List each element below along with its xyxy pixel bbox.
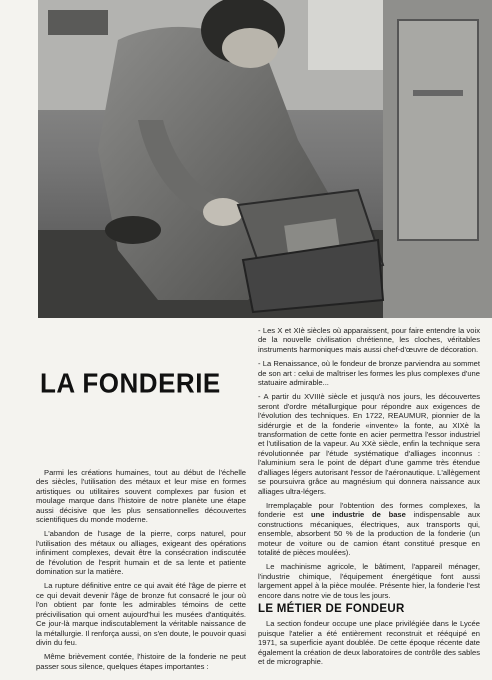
left-paragraph: Même brièvement contée, l'histoire de la fonderie ne peut passer sous silence, quelques étapes importantes : — [36, 652, 246, 671]
right-column — [258, 326, 480, 671]
left-paragraph: La rupture définitive entre ce qui avait été l'âge de pierre et ce qui devait devenir l'âge de bronze fut consacré le jour où l'on obtient par fonte les admirables témoins de cette précivilisation qui ornent aujourd'hui les musées d'antiquités. Ce jour-là marque indiscutablement la véritable naissance de la métallurgie. Il renforça aussi, on s'en doute, le pouvoir quasi divin du feu. — [36, 581, 246, 647]
left-paragraph: Parmi les créations humaines, tout au début de l'échelle des siècles, l'utilisation des métaux et leur mise en formes artistiques ou utilitaires souvent complexes par fusion et moulage marque dans l'histoire de notre planète une étape aussi décisive que les plus sensationnelles découvertes scientifiques du monde moderne. — [36, 468, 246, 525]
right-paragraph: - La Renaissance, où le fondeur de bronze parviendra au sommet de son art : celui de maîtriser les formes les plus complexes d'une statuaire admirable... — [258, 359, 480, 388]
right-paragraph: - A partir du XVIIIè siècle et jusqu'à nos jours, les découvertes seront d'ordre métallurgique pour répondre aux exigences de l'évolution des techniques. En 1722, REAUMUR, pionnier de la sidérurgie et de la fonderie «invente» la fonte, au XIXè la transformation de cette fonte en acier permettra l'essor industriel et l'utilisation de la vapeur. Au XXè siècle, enfin la technique sera révolutionnée par l'étude systématique d'alliages inconnus : l'aluminium sera le point de départ d'une gamme très étendue d'alliages légers autorisant l'essor de l'aéronautique. L'allègement se poursuivra grâce au magnésium qui donnera naissance aux alliages ultra-légers. — [258, 392, 480, 496]
left-paragraph: L'abandon de l'usage de la pierre, corps naturel, pour l'utilisation des métaux ou alliages, exigeant des opérations infiniment complexes, devait être la consécration indiscutée de l'évolution de l'esprit humain et de sa lente et patiente domination sur la matière. — [36, 529, 246, 577]
right-para4-emphasis: une industrie de base — [311, 510, 406, 520]
foundry-worker-photo — [38, 0, 492, 318]
right-paragraph: - Les X et XIè siècles où apparaissent, pour faire entendre la voix de la nouvelle civilisation chrétienne, les cloches, véritables instruments harmoniques mais aussi chef-d'œuvre de décoration. — [258, 326, 480, 354]
right-paragraph: La section fondeur occupe une place privilégiée dans le Lycée puisque l'atelier a été entièrement reconstruit et rééquipé en 1971, sa superficie ayant doublée. De cette époque récente date également la création de deux laboratoires de contrôle des sables et de micrographie. — [258, 619, 480, 666]
right-paragraph: Le machinisme agricole, le bâtiment, l'appareil ménager, l'industrie chimique, l'équipement énergétique font aussi largement appel à la pièce moulée. Présente hier, la fonderie l'est encore dans notre vie de tous les jours. — [258, 562, 480, 600]
right-para4-text-end: indispensable aux constructions mécaniques, électriques, aux transports qui, ensemble, absorbent 50 % de la production de la fonderie (un moteur de voiture ou de camion étant constitué presque en totalité de pièces moulées). — [258, 510, 480, 557]
article-title: LA FONDERIE — [40, 367, 221, 399]
left-column — [36, 468, 246, 676]
right-para4-text: Irremplaçable pour l'obtention des formes complexes, la fonderie est — [258, 500, 480, 520]
right-paragraph — [258, 501, 480, 557]
section-subheading: LE MÉTIER DE FONDEUR — [258, 602, 405, 615]
